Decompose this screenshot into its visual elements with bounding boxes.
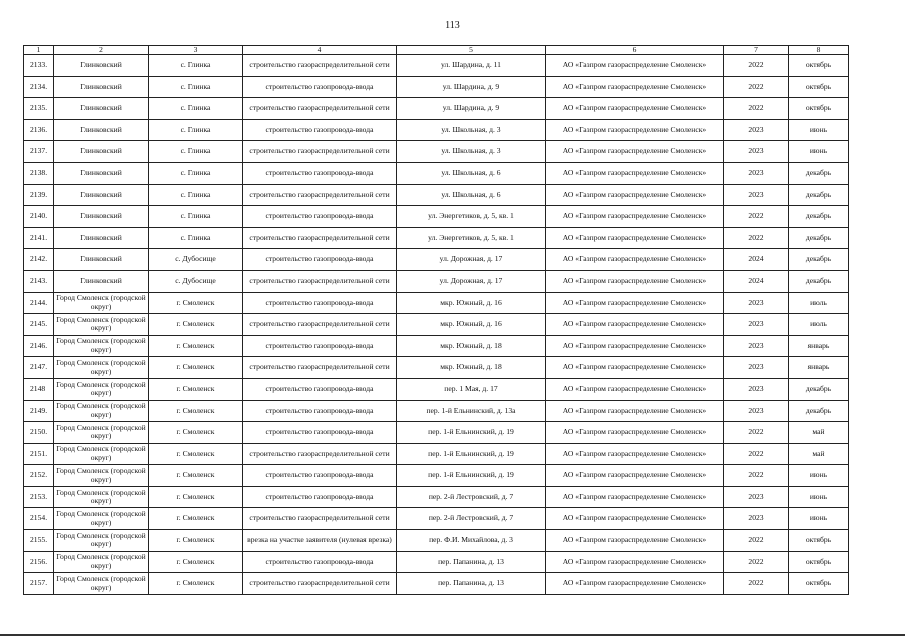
table-row — [24, 378, 849, 400]
table-row — [24, 508, 849, 530]
month-cell: июнь — [789, 141, 849, 163]
year-cell: 2023 — [724, 357, 789, 379]
work-type-cell: строительство газопровода-ввода — [243, 292, 397, 314]
settlement-cell: г. Смоленск — [149, 314, 243, 336]
work-type-cell: строительство газораспределительной сети — [243, 98, 397, 120]
organization-cell: АО «Газпром газораспределение Смоленск» — [546, 573, 724, 595]
settlement-cell: с. Глинка — [149, 206, 243, 228]
organization-cell: АО «Газпром газораспределение Смоленск» — [546, 486, 724, 508]
settlement-cell: с. Глинка — [149, 98, 243, 120]
page-number: 113 — [445, 20, 460, 31]
table-row — [24, 465, 849, 487]
table-row — [24, 141, 849, 163]
table-row — [24, 400, 849, 422]
settlement-cell: с. Глинка — [149, 227, 243, 249]
row-number-cell: 2146. — [24, 335, 54, 357]
organization-cell: АО «Газпром газораспределение Смоленск» — [546, 357, 724, 379]
year-cell: 2023 — [724, 378, 789, 400]
year-cell: 2023 — [724, 314, 789, 336]
district-cell: Город Смоленск (городской округ) — [54, 314, 149, 336]
work-type-cell: строительство газопровода-ввода — [243, 465, 397, 487]
work-type-cell: строительство газопровода-ввода — [243, 162, 397, 184]
address-cell: пер. 2-й Лестровский, д. 7 — [397, 486, 546, 508]
month-cell: июнь — [789, 465, 849, 487]
work-type-cell: строительство газораспределительной сети — [243, 508, 397, 530]
year-cell: 2022 — [724, 55, 789, 77]
work-type-cell: строительство газораспределительной сети — [243, 357, 397, 379]
row-number-cell: 2140. — [24, 206, 54, 228]
table-row — [24, 270, 849, 292]
month-cell: октябрь — [789, 530, 849, 552]
settlement-cell: с. Глинка — [149, 55, 243, 77]
district-cell: Город Смоленск (городской округ) — [54, 335, 149, 357]
work-type-cell: строительство газораспределительной сети — [243, 443, 397, 465]
organization-cell: АО «Газпром газораспределение Смоленск» — [546, 508, 724, 530]
table-row — [24, 249, 849, 271]
address-cell: мкр. Южный, д. 18 — [397, 357, 546, 379]
organization-cell: АО «Газпром газораспределение Смоленск» — [546, 206, 724, 228]
row-number-cell: 2136. — [24, 119, 54, 141]
settlement-cell: г. Смоленск — [149, 573, 243, 595]
organization-cell: АО «Газпром газораспределение Смоленск» — [546, 443, 724, 465]
work-type-cell: строительство газораспределительной сети — [243, 227, 397, 249]
settlement-cell: г. Смоленск — [149, 443, 243, 465]
address-cell: ул. Дорожная, д. 17 — [397, 270, 546, 292]
district-cell: Город Смоленск (городской округ) — [54, 357, 149, 379]
organization-cell: АО «Газпром газораспределение Смоленск» — [546, 378, 724, 400]
settlement-cell: г. Смоленск — [149, 530, 243, 552]
organization-cell: АО «Газпром газораспределение Смоленск» — [546, 400, 724, 422]
row-number-cell: 2133. — [24, 55, 54, 77]
district-cell: Глинковский — [54, 249, 149, 271]
work-type-cell: строительство газопровода-ввода — [243, 249, 397, 271]
year-cell: 2023 — [724, 141, 789, 163]
row-number-cell: 2150. — [24, 422, 54, 444]
row-number-cell: 2148 — [24, 378, 54, 400]
month-cell: декабрь — [789, 270, 849, 292]
settlement-cell: г. Смоленск — [149, 378, 243, 400]
month-cell: декабрь — [789, 378, 849, 400]
settlement-cell: с. Глинка — [149, 184, 243, 206]
month-cell: июнь — [789, 119, 849, 141]
address-cell: мкр. Южный, д. 16 — [397, 292, 546, 314]
district-cell: Глинковский — [54, 141, 149, 163]
settlement-cell: г. Смоленск — [149, 508, 243, 530]
address-cell: пер. 1-й Ельнинский, д. 13а — [397, 400, 546, 422]
district-cell: Город Смоленск (городской округ) — [54, 465, 149, 487]
year-cell: 2022 — [724, 422, 789, 444]
table-row — [24, 357, 849, 379]
year-cell: 2022 — [724, 530, 789, 552]
address-cell: пер. 1 Мая, д. 17 — [397, 378, 546, 400]
settlement-cell: г. Смоленск — [149, 465, 243, 487]
district-cell: Город Смоленск (городской округ) — [54, 508, 149, 530]
year-cell: 2023 — [724, 486, 789, 508]
address-cell: ул. Школьная, д. 3 — [397, 119, 546, 141]
organization-cell: АО «Газпром газораспределение Смоленск» — [546, 530, 724, 552]
year-cell: 2024 — [724, 270, 789, 292]
year-cell: 2022 — [724, 551, 789, 573]
work-type-cell: строительство газораспределительной сети — [243, 55, 397, 77]
row-number-cell: 2141. — [24, 227, 54, 249]
column-header-8: 8 — [789, 46, 849, 55]
month-cell: январь — [789, 357, 849, 379]
year-cell: 2024 — [724, 249, 789, 271]
year-cell: 2023 — [724, 335, 789, 357]
address-cell: мкр. Южный, д. 18 — [397, 335, 546, 357]
column-header-2: 2 — [54, 46, 149, 55]
district-cell: Глинковский — [54, 227, 149, 249]
organization-cell: АО «Газпром газораспределение Смоленск» — [546, 551, 724, 573]
district-cell: Город Смоленск (городской округ) — [54, 292, 149, 314]
district-cell: Глинковский — [54, 270, 149, 292]
row-number-cell: 2144. — [24, 292, 54, 314]
organization-cell: АО «Газпром газораспределение Смоленск» — [546, 76, 724, 98]
district-cell: Город Смоленск (городской округ) — [54, 400, 149, 422]
month-cell: октябрь — [789, 76, 849, 98]
district-cell: Глинковский — [54, 55, 149, 77]
month-cell: июнь — [789, 486, 849, 508]
bottom-rule — [0, 634, 905, 636]
address-cell: ул. Шардина, д. 11 — [397, 55, 546, 77]
row-number-cell: 2157. — [24, 573, 54, 595]
district-cell: Город Смоленск (городской округ) — [54, 422, 149, 444]
year-cell: 2022 — [724, 573, 789, 595]
table-row — [24, 119, 849, 141]
year-cell: 2022 — [724, 227, 789, 249]
month-cell: декабрь — [789, 227, 849, 249]
month-cell: май — [789, 443, 849, 465]
address-cell: пер. 2-й Лестровский, д. 7 — [397, 508, 546, 530]
row-number-cell: 2153. — [24, 486, 54, 508]
settlement-cell: г. Смоленск — [149, 486, 243, 508]
work-type-cell: строительство газораспределительной сети — [243, 270, 397, 292]
organization-cell: АО «Газпром газораспределение Смоленск» — [546, 227, 724, 249]
month-cell: декабрь — [789, 162, 849, 184]
row-number-cell: 2134. — [24, 76, 54, 98]
year-cell: 2022 — [724, 76, 789, 98]
settlement-cell: г. Смоленск — [149, 400, 243, 422]
work-type-cell: строительство газопровода-ввода — [243, 206, 397, 228]
table-row — [24, 98, 849, 120]
year-cell: 2022 — [724, 98, 789, 120]
row-number-cell: 2151. — [24, 443, 54, 465]
district-cell: Город Смоленск (городской округ) — [54, 530, 149, 552]
row-number-cell: 2143. — [24, 270, 54, 292]
table-row — [24, 314, 849, 336]
work-type-cell: строительство газораспределительной сети — [243, 184, 397, 206]
month-cell: декабрь — [789, 184, 849, 206]
organization-cell: АО «Газпром газораспределение Смоленск» — [546, 119, 724, 141]
work-type-cell: строительство газопровода-ввода — [243, 335, 397, 357]
address-cell: пер. 1-й Ельнинский, д. 19 — [397, 422, 546, 444]
address-cell: ул. Шардина, д. 9 — [397, 76, 546, 98]
address-cell: ул. Энергетиков, д. 5, кв. 1 — [397, 206, 546, 228]
address-cell: мкр. Южный, д. 16 — [397, 314, 546, 336]
table-row — [24, 443, 849, 465]
address-cell: пер. Папанина, д. 13 — [397, 573, 546, 595]
year-cell: 2023 — [724, 184, 789, 206]
work-type-cell: строительство газопровода-ввода — [243, 422, 397, 444]
district-cell: Город Смоленск (городской округ) — [54, 443, 149, 465]
settlement-cell: с. Глинка — [149, 76, 243, 98]
table-row — [24, 292, 849, 314]
organization-cell: АО «Газпром газораспределение Смоленск» — [546, 184, 724, 206]
row-number-cell: 2152. — [24, 465, 54, 487]
year-cell: 2023 — [724, 400, 789, 422]
work-type-cell: строительство газопровода-ввода — [243, 400, 397, 422]
address-cell: пер. Ф.И. Михайлова, д. 3 — [397, 530, 546, 552]
organization-cell: АО «Газпром газораспределение Смоленск» — [546, 292, 724, 314]
address-cell: ул. Шардина, д. 9 — [397, 98, 546, 120]
district-cell: Город Смоленск (городской округ) — [54, 573, 149, 595]
column-header-1: 1 — [24, 46, 54, 55]
header-row — [24, 46, 849, 55]
gasification-table — [23, 45, 849, 595]
row-number-cell: 2156. — [24, 551, 54, 573]
organization-cell: АО «Газпром газораспределение Смоленск» — [546, 98, 724, 120]
district-cell: Город Смоленск (городской округ) — [54, 551, 149, 573]
organization-cell: АО «Газпром газораспределение Смоленск» — [546, 270, 724, 292]
year-cell: 2023 — [724, 119, 789, 141]
work-type-cell: строительство газопровода-ввода — [243, 378, 397, 400]
organization-cell: АО «Газпром газораспределение Смоленск» — [546, 422, 724, 444]
organization-cell: АО «Газпром газораспределение Смоленск» — [546, 249, 724, 271]
address-cell: ул. Школьная, д. 6 — [397, 162, 546, 184]
table-row — [24, 55, 849, 77]
column-header-5: 5 — [397, 46, 546, 55]
settlement-cell: г. Смоленск — [149, 357, 243, 379]
table-row — [24, 184, 849, 206]
work-type-cell: строительство газопровода-ввода — [243, 119, 397, 141]
district-cell: Глинковский — [54, 76, 149, 98]
column-header-3: 3 — [149, 46, 243, 55]
district-cell: Глинковский — [54, 206, 149, 228]
address-cell: ул. Школьная, д. 3 — [397, 141, 546, 163]
row-number-cell: 2138. — [24, 162, 54, 184]
month-cell: декабрь — [789, 249, 849, 271]
work-type-cell: строительство газопровода-ввода — [243, 486, 397, 508]
table-row — [24, 162, 849, 184]
row-number-cell: 2155. — [24, 530, 54, 552]
column-header-4: 4 — [243, 46, 397, 55]
work-type-cell: строительство газораспределительной сети — [243, 314, 397, 336]
organization-cell: АО «Газпром газораспределение Смоленск» — [546, 55, 724, 77]
settlement-cell: с. Глинка — [149, 162, 243, 184]
settlement-cell: г. Смоленск — [149, 292, 243, 314]
district-cell: Город Смоленск (городской округ) — [54, 378, 149, 400]
district-cell: Город Смоленск (городской округ) — [54, 486, 149, 508]
table-row — [24, 76, 849, 98]
row-number-cell: 2154. — [24, 508, 54, 530]
table-row — [24, 573, 849, 595]
settlement-cell: с. Глинка — [149, 141, 243, 163]
month-cell: май — [789, 422, 849, 444]
work-type-cell: строительство газораспределительной сети — [243, 573, 397, 595]
work-type-cell: строительство газораспределительной сети — [243, 141, 397, 163]
year-cell: 2023 — [724, 508, 789, 530]
district-cell: Глинковский — [54, 119, 149, 141]
settlement-cell: г. Смоленск — [149, 335, 243, 357]
address-cell: пер. 1-й Ельнинский, д. 19 — [397, 465, 546, 487]
settlement-cell: г. Смоленск — [149, 422, 243, 444]
column-header-7: 7 — [724, 46, 789, 55]
month-cell: октябрь — [789, 551, 849, 573]
month-cell: октябрь — [789, 55, 849, 77]
month-cell: июль — [789, 314, 849, 336]
month-cell: январь — [789, 335, 849, 357]
work-type-cell: строительство газопровода-ввода — [243, 76, 397, 98]
table-row — [24, 335, 849, 357]
table-body — [24, 55, 849, 595]
address-cell: пер. Папанина, д. 13 — [397, 551, 546, 573]
work-type-cell: врезка на участке заявителя (нулевая врезка) — [243, 530, 397, 552]
organization-cell: АО «Газпром газораспределение Смоленск» — [546, 314, 724, 336]
row-number-cell: 2135. — [24, 98, 54, 120]
settlement-cell: с. Глинка — [149, 119, 243, 141]
row-number-cell: 2147. — [24, 357, 54, 379]
row-number-cell: 2142. — [24, 249, 54, 271]
month-cell: июль — [789, 292, 849, 314]
address-cell: пер. 1-й Ельнинский, д. 19 — [397, 443, 546, 465]
month-cell: декабрь — [789, 206, 849, 228]
district-cell: Глинковский — [54, 184, 149, 206]
row-number-cell: 2137. — [24, 141, 54, 163]
organization-cell: АО «Газпром газораспределение Смоленск» — [546, 141, 724, 163]
column-header-6: 6 — [546, 46, 724, 55]
district-cell: Глинковский — [54, 98, 149, 120]
work-type-cell: строительство газопровода-ввода — [243, 551, 397, 573]
table-row — [24, 551, 849, 573]
address-cell: ул. Энергетиков, д. 5, кв. 1 — [397, 227, 546, 249]
address-cell: ул. Школьная, д. 6 — [397, 184, 546, 206]
row-number-cell: 2145. — [24, 314, 54, 336]
district-cell: Глинковский — [54, 162, 149, 184]
organization-cell: АО «Газпром газораспределение Смоленск» — [546, 162, 724, 184]
table-row — [24, 422, 849, 444]
organization-cell: АО «Газпром газораспределение Смоленск» — [546, 335, 724, 357]
table-row — [24, 227, 849, 249]
settlement-cell: г. Смоленск — [149, 551, 243, 573]
month-cell: июнь — [789, 508, 849, 530]
table-row — [24, 206, 849, 228]
settlement-cell: с. Дубосище — [149, 270, 243, 292]
month-cell: декабрь — [789, 400, 849, 422]
address-cell: ул. Дорожная, д. 17 — [397, 249, 546, 271]
row-number-cell: 2139. — [24, 184, 54, 206]
year-cell: 2023 — [724, 292, 789, 314]
year-cell: 2022 — [724, 465, 789, 487]
month-cell: октябрь — [789, 98, 849, 120]
organization-cell: АО «Газпром газораспределение Смоленск» — [546, 465, 724, 487]
year-cell: 2022 — [724, 443, 789, 465]
year-cell: 2023 — [724, 162, 789, 184]
month-cell: октябрь — [789, 573, 849, 595]
table-row — [24, 530, 849, 552]
table-row — [24, 486, 849, 508]
year-cell: 2022 — [724, 206, 789, 228]
settlement-cell: с. Дубосище — [149, 249, 243, 271]
row-number-cell: 2149. — [24, 400, 54, 422]
